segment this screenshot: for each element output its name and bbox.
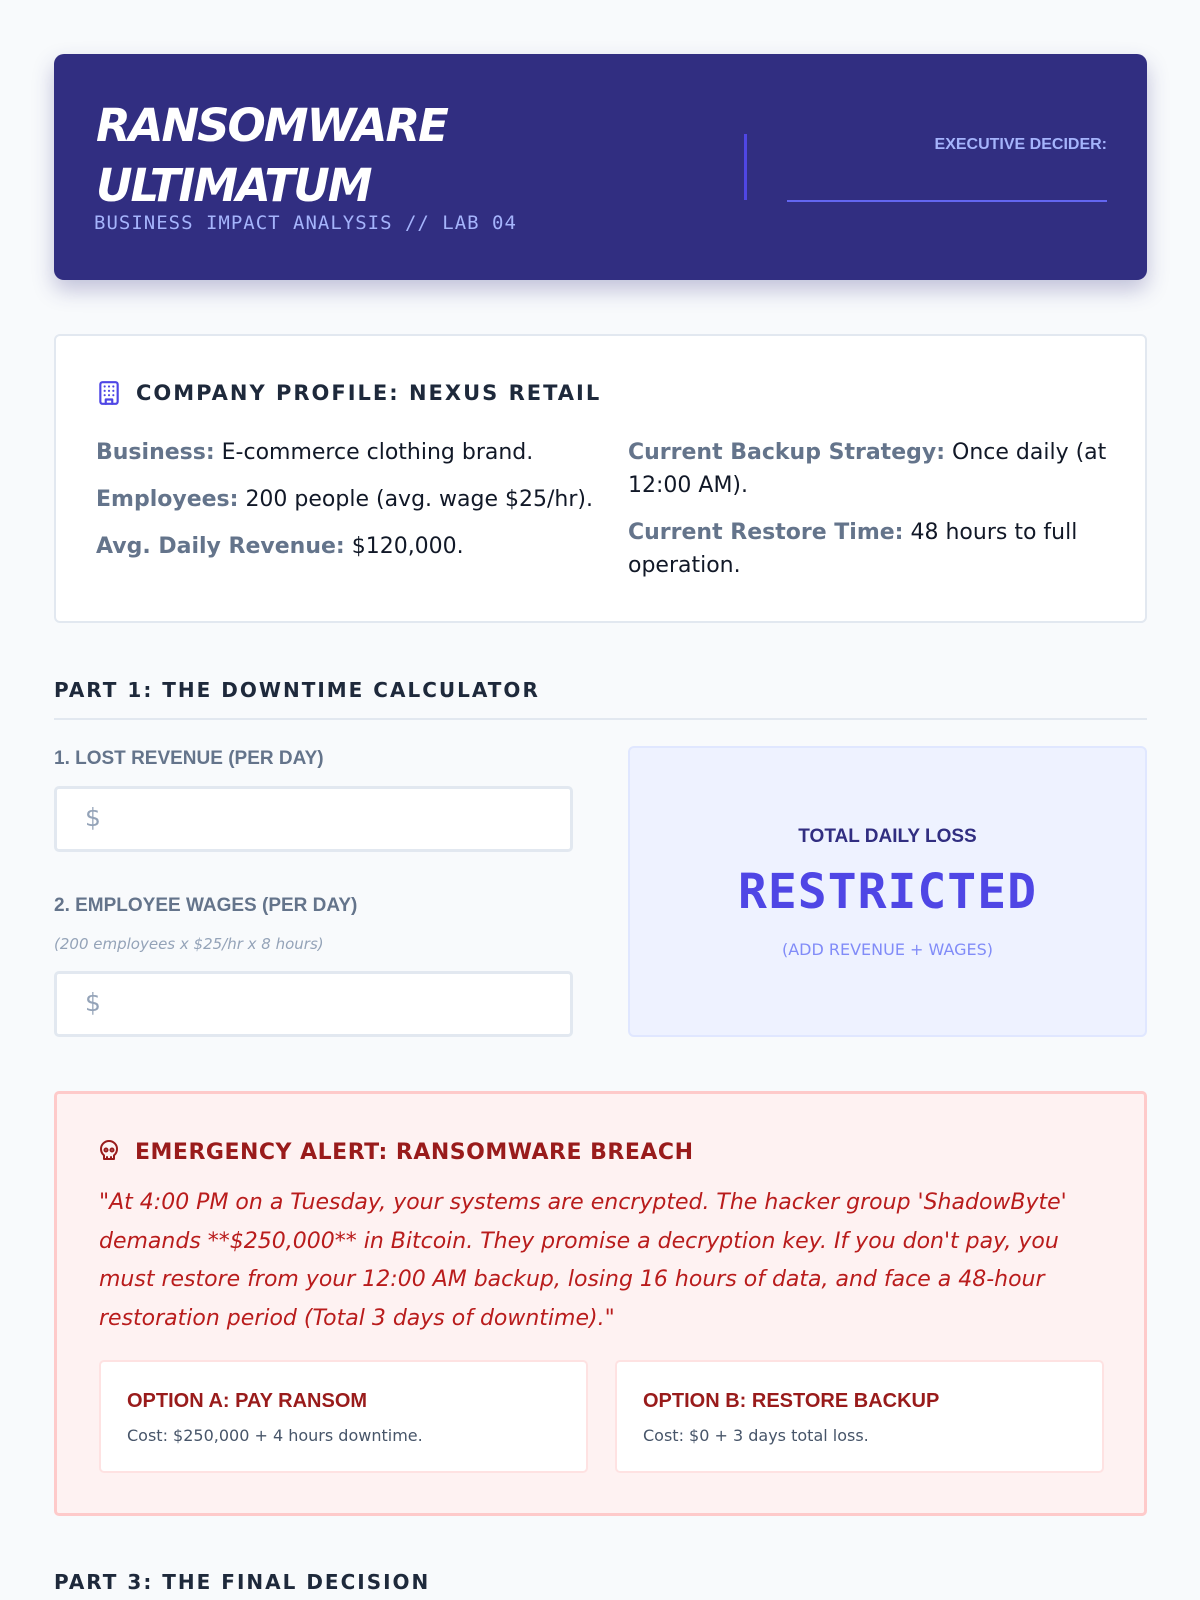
option-a-title: OPTION A: PAY RANSOM: [127, 1390, 368, 1412]
alert-message: "At 4:00 PM on a Tuesday, your systems are encrypted. The hacker group 'ShadowByte' demands **$250,000** in Bitcoin. They promise a decryption key. If you don't pay, you must restore from your 12:00 AM backup, losing 16 hours of data, and face a 48-hour restoration period (Total 3 days of downtime).": [99, 1190, 1067, 1331]
alert-title: EMERGENCY ALERT: RANSOMWARE BREACH: [135, 1139, 694, 1165]
total-loss-label: TOTAL DAILY LOSS: [798, 826, 977, 847]
profile-business: [96, 436, 596, 469]
option-b-card[interactable]: [615, 1360, 1104, 1473]
profile-title: COMPANY PROFILE: NEXUS RETAIL: [136, 381, 602, 405]
revenue-input[interactable]: [117, 797, 557, 841]
profile-heading: [96, 380, 601, 406]
alert-heading: [97, 1138, 693, 1166]
total-loss-value: RESTRICTED: [738, 864, 1037, 920]
profile-value: 200 people (avg. wage $25/hr).: [245, 487, 593, 512]
header-banner: [54, 54, 1147, 280]
page-subtitle: BUSINESS IMPACT ANALYSIS // LAB 04: [94, 212, 517, 234]
profile-backup-strategy: [628, 436, 1108, 502]
page-title: [96, 96, 447, 216]
company-profile-card: [54, 334, 1147, 623]
profile-key: Current Restore Time:: [628, 520, 904, 545]
profile-key: Avg. Daily Revenue:: [96, 534, 345, 559]
profile-value: 48 hours to full operation.: [628, 520, 1078, 578]
option-a-cost: Cost: $250,000 + 4 hours downtime.: [127, 1426, 423, 1445]
skull-icon: [97, 1138, 121, 1166]
part3-title: PART 3: THE FINAL DECISION: [54, 1570, 431, 1594]
title-line-1: RANSOMWARE: [96, 99, 447, 152]
header-divider: [744, 134, 747, 200]
profile-restore-time: [628, 516, 1108, 582]
profile-revenue: [96, 530, 596, 563]
profile-value: Once daily (at 12:00 AM).: [628, 440, 1107, 498]
total-loss-note: (ADD REVENUE + WAGES): [781, 940, 994, 959]
ransomware-alert: [54, 1091, 1147, 1516]
total-loss-panel: [628, 746, 1147, 1037]
profile-left-column: [96, 436, 596, 577]
dollar-sign: $: [85, 803, 101, 832]
decider-label: EXECUTIVE DECIDER:: [934, 136, 1107, 153]
profile-key: Employees:: [96, 487, 239, 512]
profile-value: $120,000.: [351, 534, 464, 559]
option-b-cost: Cost: $0 + 3 days total loss.: [643, 1426, 869, 1445]
part1-title: PART 1: THE DOWNTIME CALCULATOR: [54, 678, 1147, 720]
dollar-sign: $: [85, 988, 101, 1017]
profile-key: Current Backup Strategy:: [628, 440, 946, 465]
revenue-input-box: [54, 786, 573, 852]
profile-key: Business:: [96, 440, 215, 465]
wages-input[interactable]: [117, 982, 557, 1026]
revenue-label: 1. LOST REVENUE (PER DAY): [54, 748, 324, 769]
wages-input-box: [54, 971, 573, 1037]
wages-label: 2. EMPLOYEE WAGES (PER DAY): [54, 895, 358, 916]
option-b-title: OPTION B: RESTORE BACKUP: [643, 1390, 940, 1412]
profile-right-column: [628, 436, 1108, 596]
building-icon: [96, 380, 122, 406]
profile-employees: [96, 483, 596, 516]
title-line-2: ULTIMATUM: [96, 159, 371, 212]
profile-value: E-commerce clothing brand.: [221, 440, 534, 465]
wages-hint: (200 employees x $25/hr x 8 hours): [54, 935, 324, 953]
decider-input[interactable]: [787, 174, 1107, 202]
option-a-card[interactable]: [99, 1360, 588, 1473]
